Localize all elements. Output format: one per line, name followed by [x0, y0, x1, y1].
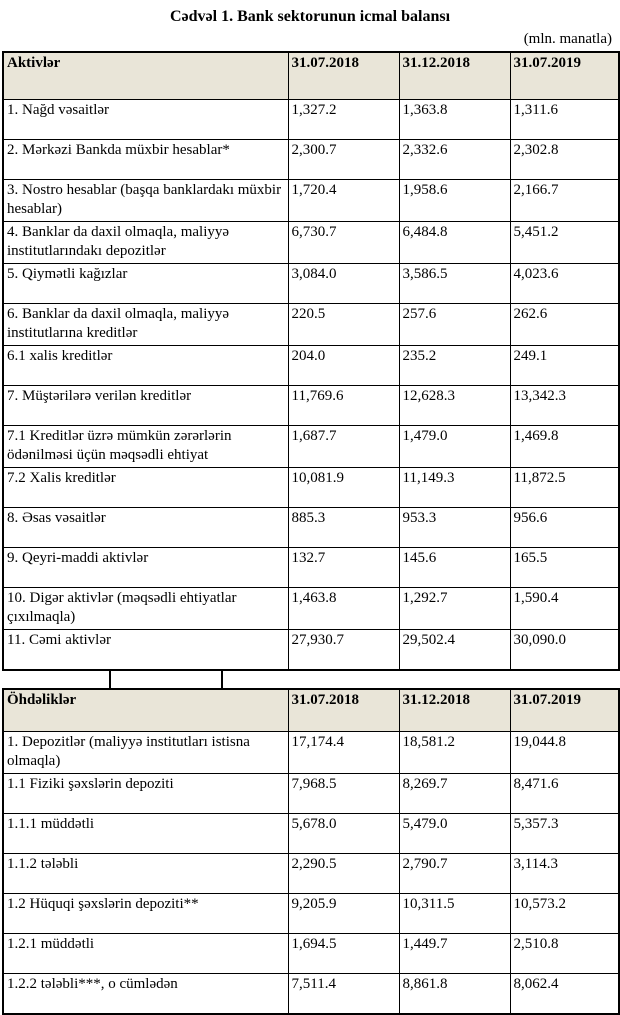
- assets-header-date-1: 31.07.2018: [288, 52, 399, 100]
- row-value: 7,968.5: [288, 774, 399, 814]
- liabilities-header-label: Öhdəliklər: [3, 689, 288, 732]
- assets-header-row: [3, 52, 619, 100]
- table-row: [3, 814, 619, 854]
- row-label: 1.2.2 tələbli***, o cümlədən: [3, 974, 288, 1015]
- row-value: 8,471.6: [510, 774, 619, 814]
- gap-line-fragment: [109, 671, 111, 688]
- row-value: 235.2: [399, 346, 510, 386]
- table-row: [3, 630, 619, 671]
- gap-line-fragment: [221, 671, 223, 688]
- row-value: 12,628.3: [399, 386, 510, 426]
- row-value: 8,062.4: [510, 974, 619, 1015]
- table-row: [3, 100, 619, 140]
- row-value: 7,511.4: [288, 974, 399, 1015]
- row-value: 29,502.4: [399, 630, 510, 671]
- row-value: 1,363.8: [399, 100, 510, 140]
- row-label: 1. Nağd vəsaitlər: [3, 100, 288, 140]
- row-value: 1,720.4: [288, 180, 399, 222]
- row-label: 1.2.1 müddətli: [3, 934, 288, 974]
- row-value: 5,357.3: [510, 814, 619, 854]
- row-label: 1.1 Fiziki şəxslərin depoziti: [3, 774, 288, 814]
- table-row: [3, 180, 619, 222]
- row-value: 18,581.2: [399, 732, 510, 774]
- row-value: 2,302.8: [510, 140, 619, 180]
- row-value: 145.6: [399, 548, 510, 588]
- unit-note: (mln. manatla): [523, 31, 612, 47]
- row-value: 5,479.0: [399, 814, 510, 854]
- row-value: 2,166.7: [510, 180, 619, 222]
- row-label: 1.2 Hüquqi şəxslərin depoziti**: [3, 894, 288, 934]
- row-value: 13,342.3: [510, 386, 619, 426]
- row-value: 1,694.5: [288, 934, 399, 974]
- row-label: 6. Banklar da daxil olmaqla, maliyyə institutlarına kreditlər: [3, 304, 288, 346]
- table-row: [3, 426, 619, 468]
- row-value: 2,290.5: [288, 854, 399, 894]
- assets-header-date-3: 31.07.2019: [510, 52, 619, 100]
- row-label: 4. Banklar da daxil olmaqla, maliyyə institutlarındakı depozitlər: [3, 222, 288, 264]
- assets-header-date-2: 31.12.2018: [399, 52, 510, 100]
- row-value: 1,463.8: [288, 588, 399, 630]
- row-value: 2,510.8: [510, 934, 619, 974]
- row-value: 3,586.5: [399, 264, 510, 304]
- row-value: 10,081.9: [288, 468, 399, 508]
- liabilities-header-row: [3, 689, 619, 732]
- row-value: 11,872.5: [510, 468, 619, 508]
- row-value: 1,687.7: [288, 426, 399, 468]
- row-value: 5,678.0: [288, 814, 399, 854]
- table-row: [3, 548, 619, 588]
- row-label: 9. Qeyri-maddi aktivlər: [3, 548, 288, 588]
- row-value: 257.6: [399, 304, 510, 346]
- table-row: [3, 732, 619, 774]
- table-row: [3, 264, 619, 304]
- row-value: 249.1: [510, 346, 619, 386]
- assets-table: [2, 51, 620, 671]
- row-value: 11,769.6: [288, 386, 399, 426]
- row-value: 3,114.3: [510, 854, 619, 894]
- table-row: [3, 222, 619, 264]
- row-value: 4,023.6: [510, 264, 619, 304]
- table-gap: [2, 671, 618, 688]
- assets-header-label: Aktivlər: [3, 52, 288, 100]
- row-value: 11,149.3: [399, 468, 510, 508]
- row-label: 7. Müştərilərə verilən kreditlər: [3, 386, 288, 426]
- table-row: [3, 894, 619, 934]
- table-row: [3, 588, 619, 630]
- row-value: 262.6: [510, 304, 619, 346]
- table-row: [3, 854, 619, 894]
- row-value: 1,449.7: [399, 934, 510, 974]
- liabilities-header-date-1: 31.07.2018: [288, 689, 399, 732]
- row-label: 11. Cəmi aktivlər: [3, 630, 288, 671]
- table-row: [3, 140, 619, 180]
- row-value: 885.3: [288, 508, 399, 548]
- row-value: 204.0: [288, 346, 399, 386]
- row-value: 1,327.2: [288, 100, 399, 140]
- table-row: [3, 468, 619, 508]
- table-row: [3, 508, 619, 548]
- row-label: 7.1 Kreditlər üzrə mümkün zərərlərin ödənilməsi üçün məqsədli ehtiyat: [3, 426, 288, 468]
- row-label: 5. Qiymətli kağızlar: [3, 264, 288, 304]
- liabilities-table: [2, 688, 620, 1015]
- row-label: 8. Əsas vəsaitlər: [3, 508, 288, 548]
- row-value: 6,484.8: [399, 222, 510, 264]
- table-row: [3, 774, 619, 814]
- row-label: 1. Depozitlər (maliyyə institutları istisna olmaqla): [3, 732, 288, 774]
- row-value: 1,958.6: [399, 180, 510, 222]
- row-value: 5,451.2: [510, 222, 619, 264]
- row-label: 1.1.1 müddətli: [3, 814, 288, 854]
- row-value: 220.5: [288, 304, 399, 346]
- row-label: 10. Digər aktivlər (məqsədli ehtiyatlar çıxılmaqla): [3, 588, 288, 630]
- liabilities-header-date-3: 31.07.2019: [510, 689, 619, 732]
- row-value: 6,730.7: [288, 222, 399, 264]
- row-value: 3,084.0: [288, 264, 399, 304]
- table-row: [3, 934, 619, 974]
- row-value: 30,090.0: [510, 630, 619, 671]
- table-row: [3, 346, 619, 386]
- row-value: 132.7: [288, 548, 399, 588]
- liabilities-header-date-2: 31.12.2018: [399, 689, 510, 732]
- row-value: 953.3: [399, 508, 510, 548]
- row-value: 1,479.0: [399, 426, 510, 468]
- row-value: 956.6: [510, 508, 619, 548]
- row-label: 3. Nostro hesablar (başqa banklardakı müxbir hesablar): [3, 180, 288, 222]
- row-value: 165.5: [510, 548, 619, 588]
- row-value: 1,292.7: [399, 588, 510, 630]
- row-value: 10,573.2: [510, 894, 619, 934]
- row-value: 8,269.7: [399, 774, 510, 814]
- row-value: 1,311.6: [510, 100, 619, 140]
- row-value: 1,469.8: [510, 426, 619, 468]
- row-label: 2. Mərkəzi Bankda müxbir hesablar*: [3, 140, 288, 180]
- table-row: [3, 386, 619, 426]
- row-label: 1.1.2 tələbli: [3, 854, 288, 894]
- row-value: 2,300.7: [288, 140, 399, 180]
- row-label: 7.2 Xalis kreditlər: [3, 468, 288, 508]
- row-value: 8,861.8: [399, 974, 510, 1015]
- row-value: 2,790.7: [399, 854, 510, 894]
- table-title: Cədvəl 1. Bank sektorunun icmal balansı: [169, 8, 451, 25]
- row-label: 6.1 xalis kreditlər: [3, 346, 288, 386]
- row-value: 19,044.8: [510, 732, 619, 774]
- table-row: [3, 974, 619, 1015]
- row-value: 9,205.9: [288, 894, 399, 934]
- table-row: [3, 304, 619, 346]
- row-value: 27,930.7: [288, 630, 399, 671]
- row-value: 2,332.6: [399, 140, 510, 180]
- row-value: 1,590.4: [510, 588, 619, 630]
- row-value: 17,174.4: [288, 732, 399, 774]
- row-value: 10,311.5: [399, 894, 510, 934]
